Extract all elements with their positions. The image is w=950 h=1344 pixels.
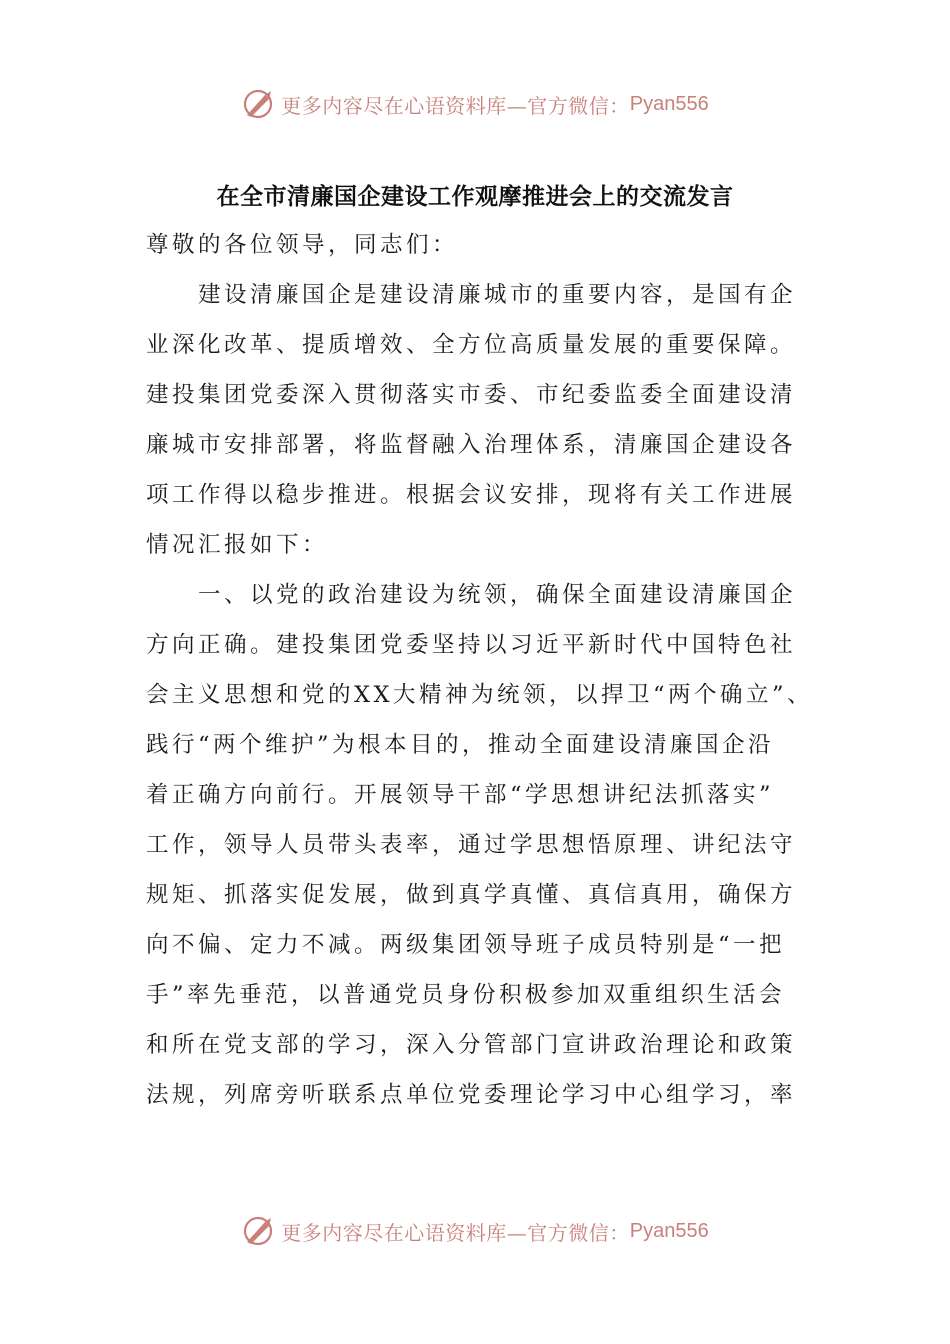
text-line: 业深化改革、提质增效、全方位高质量发展的重要保障。 bbox=[146, 332, 797, 358]
text-line: 和所在党支部的学习，深入分管部门宣讲政治理论和政策 bbox=[146, 1032, 797, 1058]
footer-watermark bbox=[0, 1211, 950, 1251]
text-line: 尊敬的各位领导，同志们： bbox=[146, 232, 459, 258]
text-line: 建投集团党委深入贯彻落实市委、市纪委监委全面建设清 bbox=[146, 382, 797, 408]
pen-logo-icon bbox=[241, 87, 275, 121]
text-line: 着正确方向前行。开展领导干部“学思想讲纪法抓落实” bbox=[146, 782, 775, 808]
text-line: 践行“两个维护”为根本目的，推动全面建设清廉国企沿 bbox=[146, 732, 775, 758]
text-line: 一、以党的政治建设为统领，确保全面建设清廉国企 bbox=[146, 582, 797, 608]
watermark-text: 更多内容尽在心语资料库—官方微信： bbox=[281, 1220, 630, 1245]
header-watermark bbox=[0, 84, 950, 124]
text-line: 会主义思想和党的XX大精神为统领，以捍卫“两个确立”、 bbox=[146, 682, 814, 708]
document-body bbox=[146, 220, 814, 1120]
text-line: 向不偏、定力不减。两级集团领导班子成员特别是“一把 bbox=[146, 932, 786, 958]
text-line: 项工作得以稳步推进。根据会议安排，现将有关工作进展 bbox=[146, 482, 797, 508]
text-line: 规矩、抓落实促发展，做到真学真懂、真信真用，确保方 bbox=[146, 882, 797, 908]
text-line: 建设清廉国企是建设清廉城市的重要内容，是国有企 bbox=[146, 282, 797, 308]
document-title: 在全市清廉国企建设工作观摩推进会上的交流发言 bbox=[216, 184, 734, 210]
watermark-wechat-id: Pyan556 bbox=[629, 92, 709, 115]
text-line: 法规，列席旁听联系点单位党委理论学习中心组学习，率 bbox=[146, 1082, 797, 1108]
text-line: 情况汇报如下： bbox=[146, 532, 329, 558]
watermark-wechat-id: Pyan556 bbox=[629, 1219, 709, 1242]
text-line: 手”率先垂范，以普通党员身份积极参加双重组织生活会 bbox=[146, 982, 786, 1008]
text-line: 工作，领导人员带头表率，通过学思想悟原理、讲纪法守 bbox=[146, 832, 797, 858]
pen-logo-icon bbox=[241, 1214, 275, 1248]
watermark-text: 更多内容尽在心语资料库—官方微信： bbox=[281, 93, 630, 118]
text-line: 廉城市安排部署，将监督融入治理体系，清廉国企建设各 bbox=[146, 432, 797, 458]
text-line: 方向正确。建投集团党委坚持以习近平新时代中国特色社 bbox=[146, 632, 797, 658]
